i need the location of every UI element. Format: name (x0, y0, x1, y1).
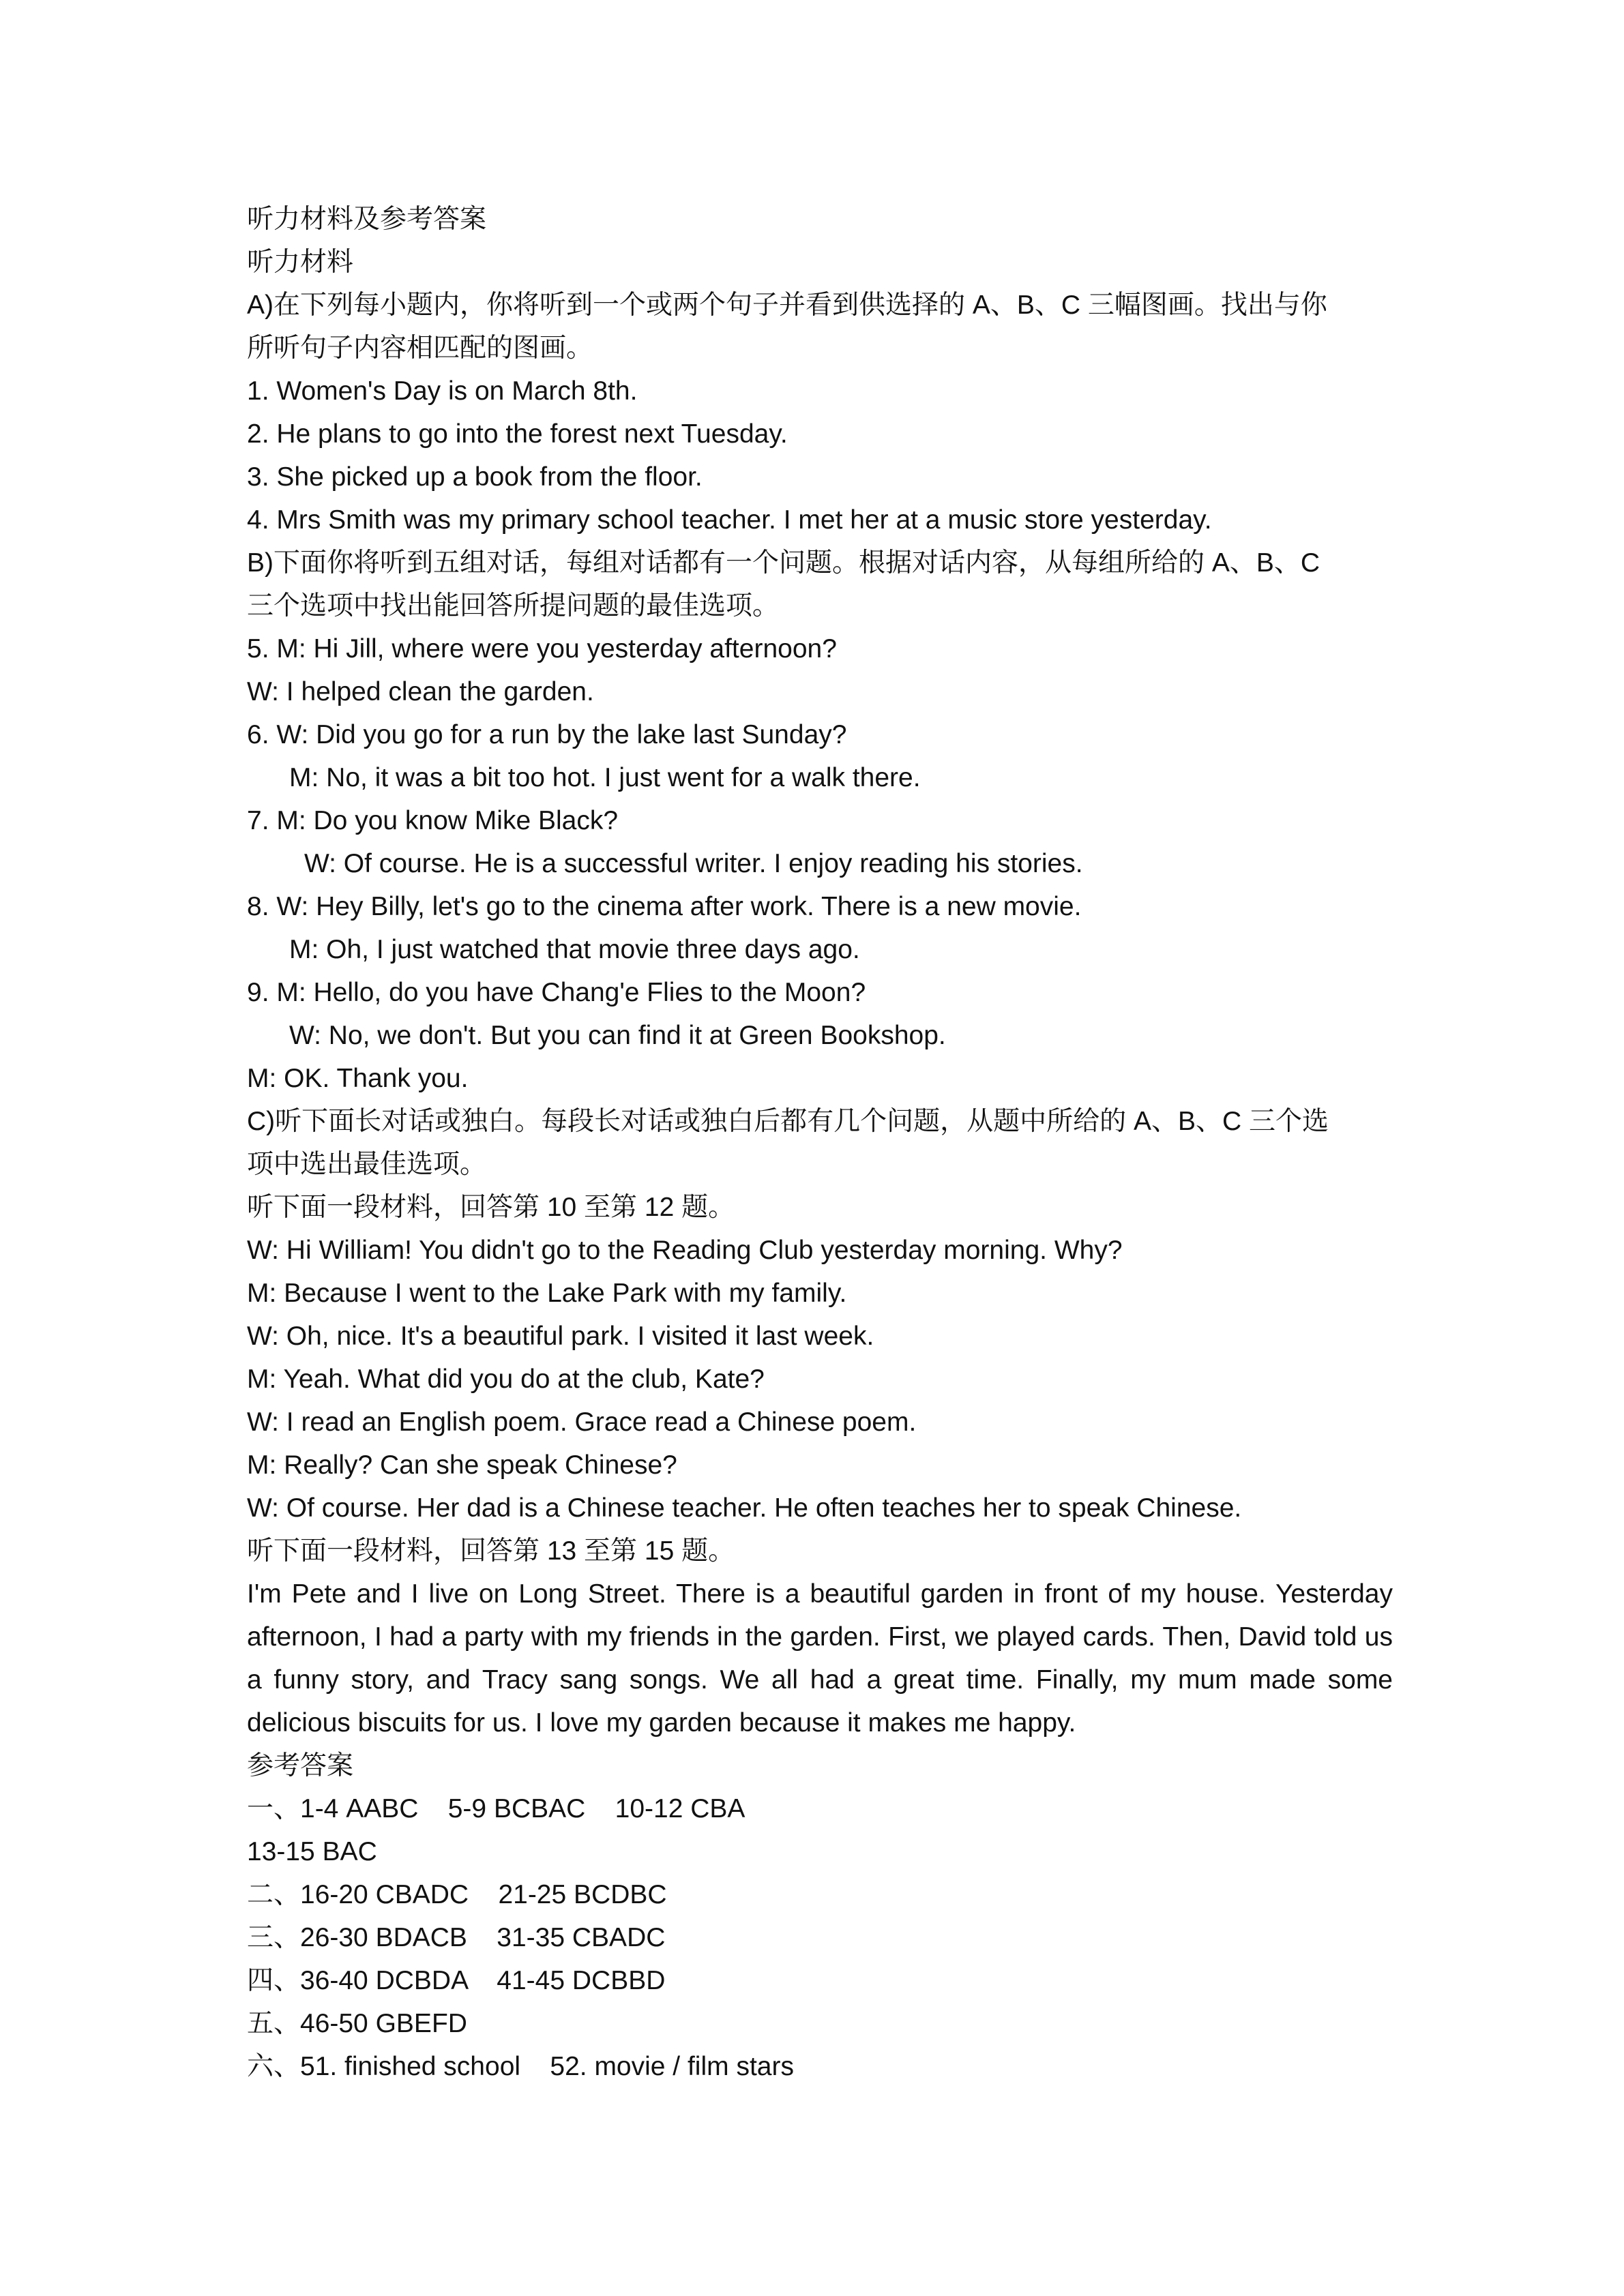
part-a-item: 3. She picked up a book from the floor. (247, 462, 703, 492)
answer-line: 四、36-40 DCBDA 41-45 DCBBD (247, 1966, 666, 1995)
part-c-instruction-line-2: 项中选出最佳选项。 (247, 1150, 487, 1179)
answer-line: 一、1-4 AABC 5-9 BCBAC 10-12 CBA (247, 1794, 745, 1823)
passage-2-line: delicious biscuits for us. I love my garden because it makes me happy. (247, 1708, 1076, 1738)
part-c-instruction-line-1: C)听下面长对话或独白。每段长对话或独白后都有几个问题，从题中所给的 A、B、C 三个选 (247, 1107, 1329, 1136)
dialogue-line: W: Of course. He is a successful writer. I enjoy reading his stories. (304, 849, 1083, 878)
dialogue-line: M: Oh, I just watched that movie three days ago. (289, 935, 860, 964)
document-title: 听力材料及参考答案 (247, 205, 487, 234)
part-a-item: 4. Mrs Smith was my primary school teacher. I met her at a music store yesterday. (247, 505, 1212, 535)
passage-2-line: a funny story, and Tracy sang songs. We all had a great time. Finally, my mum made some (247, 1665, 1393, 1695)
dialogue-line: 9. M: Hello, do you have Chang'e Flies to the Moon? (247, 978, 866, 1007)
passage-1-line: M: Really? Can she speak Chinese? (247, 1450, 677, 1480)
passage-2-line: I'm Pete and I live on Long Street. There is a beautiful garden in front of my house. Yesterday (247, 1579, 1393, 1609)
dialogue-line: 8. W: Hey Billy, let's go to the cinema after work. There is a new movie. (247, 892, 1082, 921)
part-a-instruction-line-1: A)在下列每小题内，你将听到一个或两个句子并看到供选择的 A、B、C 三幅图画。找出与你 (247, 290, 1327, 320)
part-a-instruction-line-2: 所听句子内容相匹配的图画。 (247, 333, 593, 363)
dialogue-line: 5. M: Hi Jill, where were you yesterday afternoon? (247, 634, 837, 664)
dialogue-line: 7. M: Do you know Mike Black? (247, 806, 619, 835)
answer-line: 二、16-20 CBADC 21-25 BCDBC (247, 1880, 667, 1909)
dialogue-line: W: No, we don't. But you can find it at Green Bookshop. (289, 1021, 946, 1050)
passage-1-line: W: Hi William! You didn't go to the Reading Club yesterday morning. Why? (247, 1236, 1123, 1265)
part-a-item: 1. Women's Day is on March 8th. (247, 376, 638, 406)
dialogue-line: W: I helped clean the garden. (247, 677, 594, 706)
answer-line: 13-15 BAC (247, 1837, 377, 1866)
passage-1-line: M: Because I went to the Lake Park with my family. (247, 1279, 847, 1308)
dialogue-line: M: No, it was a bit too hot. I just went for a walk there. (289, 763, 921, 792)
passage-1-line: W: Oh, nice. It's a beautiful park. I visited it last week. (247, 1322, 874, 1351)
document-page (247, 198, 1393, 2088)
passage-1-line: W: I read an English poem. Grace read a Chinese poem. (247, 1407, 917, 1437)
answer-line: 三、26-30 BDACB 31-35 CBADC (247, 1923, 666, 1952)
answers-heading: 参考答案 (247, 1751, 354, 1780)
dialogue-line: M: OK. Thank you. (247, 1064, 469, 1093)
answer-line: 六、51. finished school 52. movie / film stars (247, 2052, 794, 2081)
dialogue-line: 6. W: Did you go for a run by the lake last Sunday? (247, 720, 847, 749)
passage-1-intro: 听下面一段材料，回答第 10 至第 12 题。 (247, 1193, 735, 1222)
passage-2-intro: 听下面一段材料，回答第 13 至第 15 题。 (247, 1536, 735, 1566)
passage-2-line: afternoon, I had a party with my friends in the garden. First, we played cards. Then, David told us (247, 1622, 1393, 1652)
part-b-instruction-line-2: 三个选项中找出能回答所提问题的最佳选项。 (247, 591, 780, 621)
listening-section-heading: 听力材料 (247, 248, 354, 277)
part-b-instruction-line-1: B)下面你将听到五组对话，每组对话都有一个问题。根据对话内容，从每组所给的 A、B、C (247, 548, 1320, 578)
passage-1-line: M: Yeah. What did you do at the club, Kate? (247, 1365, 765, 1394)
answer-line: 五、46-50 GBEFD (247, 2009, 467, 2038)
passage-1-line: W: Of course. Her dad is a Chinese teacher. He often teaches her to speak Chinese. (247, 1493, 1242, 1523)
part-a-item: 2. He plans to go into the forest next Tuesday. (247, 419, 788, 449)
